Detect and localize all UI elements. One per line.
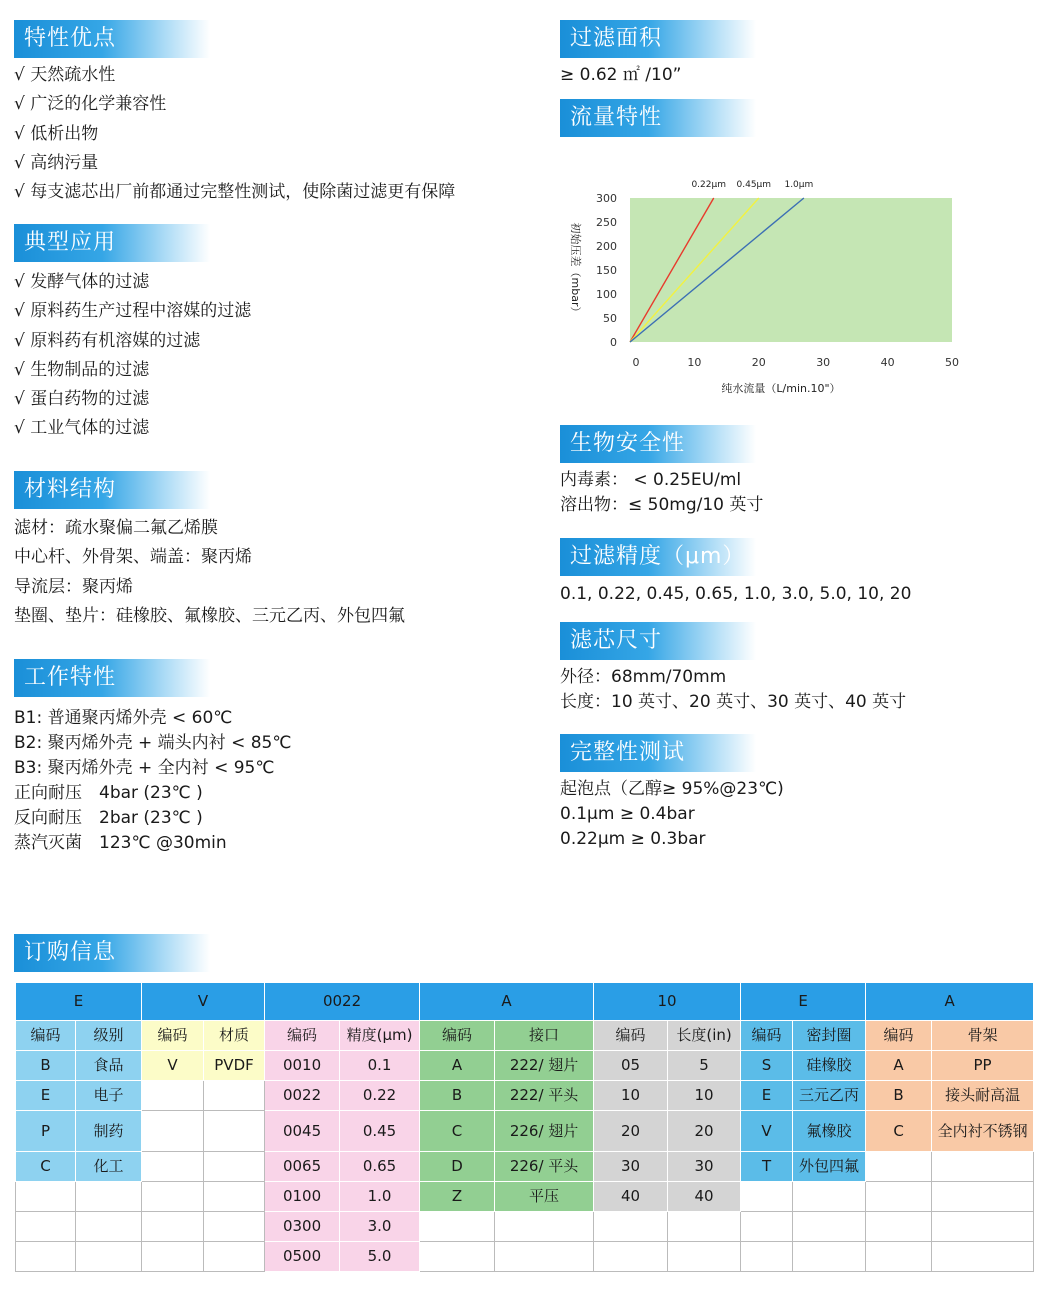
table-cell: 05 bbox=[594, 1051, 668, 1081]
table-cell: 10 bbox=[668, 1081, 741, 1111]
table-cell: T bbox=[741, 1152, 793, 1182]
table-cell: 5.0 bbox=[340, 1242, 420, 1272]
table-cell bbox=[420, 1212, 495, 1242]
list-item: √ 每支滤芯出厂前都通过完整性测试，使除菌过滤更有保障 bbox=[14, 182, 456, 203]
column-header: 编码 bbox=[741, 1021, 793, 1051]
precision-value: 0.1, 0.22, 0.45, 0.65, 1.0, 3.0, 5.0, 10, 20 bbox=[560, 584, 912, 604]
table-cell: 5 bbox=[668, 1051, 741, 1081]
list-item: √ 工业气体的过滤 bbox=[14, 418, 150, 439]
table-cell bbox=[741, 1242, 793, 1272]
list-item: 导流层：聚丙烯 bbox=[14, 576, 133, 597]
table-cell bbox=[741, 1182, 793, 1212]
table-cell bbox=[204, 1081, 265, 1111]
code-segment: E bbox=[16, 983, 142, 1021]
y-tick-label: 0 bbox=[610, 336, 617, 349]
materials-list bbox=[14, 514, 405, 631]
table-cell: PVDF bbox=[204, 1051, 265, 1081]
table-cell bbox=[932, 1242, 1034, 1272]
table-cell: P bbox=[16, 1111, 76, 1152]
table-cell: 外包四氟 bbox=[793, 1152, 866, 1182]
x-tick-label: 10 bbox=[687, 356, 702, 369]
list-item: 0.1μm ≥ 0.4bar bbox=[560, 804, 695, 824]
code-segment: A bbox=[420, 983, 594, 1021]
table-cell: 0045 bbox=[265, 1111, 340, 1152]
table-cell: 3.0 bbox=[340, 1212, 420, 1242]
table-cell bbox=[16, 1212, 76, 1242]
working-header: 工作特性 bbox=[14, 659, 210, 697]
list-item: 正向耐压 4bar (23℃ ) bbox=[14, 783, 203, 803]
table-cell bbox=[793, 1182, 866, 1212]
table-cell: 0100 bbox=[265, 1182, 340, 1212]
y-axis-label: 初始压差（mbar） bbox=[569, 222, 582, 318]
column-header: 级别 bbox=[76, 1021, 142, 1051]
table-cell: C bbox=[16, 1152, 76, 1182]
working-list bbox=[14, 706, 291, 856]
table-cell: V bbox=[741, 1111, 793, 1152]
table-cell bbox=[866, 1182, 932, 1212]
table-cell bbox=[866, 1152, 932, 1182]
table-cell: 1.0 bbox=[340, 1182, 420, 1212]
table-cell bbox=[142, 1111, 204, 1152]
list-item: √ 原料药生产过程中溶媒的过滤 bbox=[14, 301, 252, 322]
list-item: 溶出物：≤ 50mg/10 英寸 bbox=[560, 495, 764, 515]
table-cell: A bbox=[866, 1051, 932, 1081]
list-item: B3: 聚丙烯外壳 + 全内衬 < 95℃ bbox=[14, 758, 275, 778]
biosafety-header: 生物安全性 bbox=[560, 425, 756, 463]
column-header: 编码 bbox=[142, 1021, 204, 1051]
integrity-list bbox=[560, 777, 784, 852]
table-row bbox=[16, 1111, 1034, 1152]
list-item: 外径：68mm/70mm bbox=[560, 667, 727, 687]
table-cell: 食品 bbox=[76, 1051, 142, 1081]
table-cell bbox=[594, 1242, 668, 1272]
table-cell: 接头耐高温 bbox=[932, 1081, 1034, 1111]
table-cell bbox=[142, 1242, 204, 1272]
table-cell: 0065 bbox=[265, 1152, 340, 1182]
table-cell: 226/ 平头 bbox=[495, 1152, 594, 1182]
list-item: 滤材：疏水聚偏二氟乙烯膜 bbox=[14, 518, 218, 538]
y-tick-label: 150 bbox=[596, 264, 617, 277]
table-row bbox=[16, 1242, 1034, 1272]
filter-area-value: ≥ 0.62 ㎡ /10” bbox=[560, 65, 682, 85]
table-cell: V bbox=[142, 1051, 204, 1081]
table-cell bbox=[76, 1182, 142, 1212]
table-cell bbox=[866, 1242, 932, 1272]
table-cell bbox=[420, 1242, 495, 1272]
table-subheader-row bbox=[16, 1021, 1034, 1051]
table-cell bbox=[932, 1182, 1034, 1212]
list-item: √ 蛋白药物的过滤 bbox=[14, 389, 150, 410]
table-cell bbox=[16, 1242, 76, 1272]
table-cell: PP bbox=[932, 1051, 1034, 1081]
column-header: 密封圈 bbox=[793, 1021, 866, 1051]
list-item: √ 生物制品的过滤 bbox=[14, 359, 150, 380]
table-cell bbox=[668, 1212, 741, 1242]
table-cell bbox=[741, 1212, 793, 1242]
flow-chart bbox=[560, 170, 960, 400]
table-cell: E bbox=[16, 1081, 76, 1111]
table-cell bbox=[668, 1242, 741, 1272]
column-header: 材质 bbox=[204, 1021, 265, 1051]
x-tick-label: 40 bbox=[880, 356, 895, 369]
table-cell: C bbox=[420, 1111, 495, 1152]
ordering-header: 订购信息 bbox=[14, 934, 210, 972]
code-segment: E bbox=[741, 983, 866, 1021]
table-cell: 氟橡胶 bbox=[793, 1111, 866, 1152]
table-cell bbox=[495, 1242, 594, 1272]
applications-list bbox=[14, 268, 251, 444]
table-cell: B bbox=[16, 1051, 76, 1081]
filter-area-header: 过滤面积 bbox=[560, 20, 756, 58]
table-cell: 全内衬不锈钢 bbox=[932, 1111, 1034, 1152]
series-label: 0.45μm bbox=[736, 180, 772, 190]
code-segment: 10 bbox=[594, 983, 741, 1021]
table-cell: 222/ 平头 bbox=[495, 1081, 594, 1111]
table-row bbox=[16, 1051, 1034, 1081]
plot-area bbox=[630, 198, 952, 342]
table-cell: 三元乙丙 bbox=[793, 1081, 866, 1111]
list-item: 垫圈、垫片：硅橡胶、氟橡胶、三元乙丙、外包四氟 bbox=[14, 605, 405, 626]
table-cell: B bbox=[866, 1081, 932, 1111]
list-item: √ 天然疏水性 bbox=[14, 65, 116, 85]
series-label: 1.0μm bbox=[784, 180, 814, 190]
x-tick-label: 30 bbox=[816, 356, 831, 369]
table-cell: 226/ 翅片 bbox=[495, 1111, 594, 1152]
flow-header: 流量特性 bbox=[560, 99, 756, 137]
list-item: 长度：10 英寸、20 英寸、30 英寸、40 英寸 bbox=[560, 692, 907, 712]
table-cell bbox=[932, 1212, 1034, 1242]
table-cell bbox=[204, 1182, 265, 1212]
table-cell bbox=[866, 1212, 932, 1242]
table-cell bbox=[495, 1212, 594, 1242]
table-cell: 0500 bbox=[265, 1242, 340, 1272]
column-header: 编码 bbox=[16, 1021, 76, 1051]
table-cell: Z bbox=[420, 1182, 495, 1212]
table-cell: C bbox=[866, 1111, 932, 1152]
y-tick-label: 100 bbox=[596, 288, 617, 301]
table-cell bbox=[932, 1152, 1034, 1182]
table-cell: 硅橡胶 bbox=[793, 1051, 866, 1081]
series-label: 0.22μm bbox=[691, 180, 726, 190]
table-cell bbox=[142, 1081, 204, 1111]
column-header: 接口 bbox=[495, 1021, 594, 1051]
table-cell: S bbox=[741, 1051, 793, 1081]
table-cell bbox=[142, 1152, 204, 1182]
applications-header: 典型应用 bbox=[14, 224, 210, 262]
table-cell: 化工 bbox=[76, 1152, 142, 1182]
column-header: 骨架 bbox=[932, 1021, 1034, 1051]
x-tick-label: 50 bbox=[945, 356, 959, 369]
column-header: 长度(in) bbox=[668, 1021, 741, 1051]
table-cell: 0.45 bbox=[340, 1111, 420, 1152]
list-item: 起泡点（乙醇≥ 95%@23℃) bbox=[560, 779, 784, 799]
list-item: 反向耐压 2bar (23℃ ) bbox=[14, 808, 203, 828]
table-cell: 0010 bbox=[265, 1051, 340, 1081]
y-tick-label: 200 bbox=[596, 240, 617, 253]
code-segment: A bbox=[866, 983, 1034, 1021]
y-tick-label: 250 bbox=[596, 216, 617, 229]
list-item: 中心杆、外骨架、端盖：聚丙烯 bbox=[14, 547, 252, 568]
table-cell: 0022 bbox=[265, 1081, 340, 1111]
list-item: √ 低析出物 bbox=[14, 123, 99, 144]
materials-header: 材料结构 bbox=[14, 471, 210, 509]
precision-header: 过滤精度（μm） bbox=[560, 538, 756, 576]
table-row bbox=[16, 1152, 1034, 1182]
table-header-row bbox=[16, 983, 1034, 1021]
features-list bbox=[14, 61, 455, 207]
table-cell bbox=[204, 1242, 265, 1272]
table-cell bbox=[204, 1111, 265, 1152]
table-cell: 0300 bbox=[265, 1212, 340, 1242]
table-cell: 222/ 翅片 bbox=[495, 1051, 594, 1081]
table-cell: 0.22 bbox=[340, 1081, 420, 1111]
table-cell bbox=[16, 1182, 76, 1212]
table-cell: 40 bbox=[594, 1182, 668, 1212]
list-item: 内毒素： < 0.25EU/ml bbox=[560, 470, 742, 490]
table-cell: D bbox=[420, 1152, 495, 1182]
table-cell bbox=[793, 1212, 866, 1242]
column-header: 精度(μm) bbox=[340, 1021, 420, 1051]
table-cell: 电子 bbox=[76, 1081, 142, 1111]
features-header: 特性优点 bbox=[14, 20, 210, 58]
table-cell: 20 bbox=[594, 1111, 668, 1152]
code-segment: V bbox=[142, 983, 265, 1021]
integrity-header: 完整性测试 bbox=[560, 734, 756, 772]
column-header: 编码 bbox=[265, 1021, 340, 1051]
table-cell: 制药 bbox=[76, 1111, 142, 1152]
y-tick-label: 300 bbox=[596, 192, 617, 205]
list-item: B2: 聚丙烯外壳 + 端头内衬 < 85℃ bbox=[14, 733, 292, 753]
table-cell bbox=[793, 1242, 866, 1272]
table-cell: B bbox=[420, 1081, 495, 1111]
table-cell bbox=[142, 1182, 204, 1212]
list-item: √ 广泛的化学兼容性 bbox=[14, 94, 167, 115]
table-cell bbox=[142, 1212, 204, 1242]
size-header: 滤芯尺寸 bbox=[560, 622, 756, 660]
table-cell bbox=[204, 1152, 265, 1182]
table-cell: 30 bbox=[594, 1152, 668, 1182]
list-item: √ 高纳污量 bbox=[14, 152, 99, 173]
table-row bbox=[16, 1182, 1034, 1212]
table-cell: 30 bbox=[668, 1152, 741, 1182]
x-tick-label: 20 bbox=[751, 356, 766, 369]
table-cell: 20 bbox=[668, 1111, 741, 1152]
code-segment: 0022 bbox=[265, 983, 420, 1021]
list-item: 0.22μm ≥ 0.3bar bbox=[560, 829, 706, 849]
y-tick-label: 50 bbox=[603, 312, 617, 325]
table-cell bbox=[594, 1212, 668, 1242]
list-item: √ 发酵气体的过滤 bbox=[14, 272, 150, 292]
table-cell: 10 bbox=[594, 1081, 668, 1111]
column-header: 编码 bbox=[594, 1021, 668, 1051]
list-item: B1: 普通聚丙烯外壳 < 60℃ bbox=[14, 708, 233, 728]
ordering-table bbox=[15, 982, 1034, 1272]
table-cell bbox=[76, 1242, 142, 1272]
column-header: 编码 bbox=[866, 1021, 932, 1051]
x-tick-label: 0 bbox=[632, 356, 640, 369]
table-cell bbox=[76, 1212, 142, 1242]
table-cell: A bbox=[420, 1051, 495, 1081]
table-cell: E bbox=[741, 1081, 793, 1111]
table-cell: 0.1 bbox=[340, 1051, 420, 1081]
size-list bbox=[560, 665, 906, 715]
table-cell: 40 bbox=[668, 1182, 741, 1212]
table-row bbox=[16, 1212, 1034, 1242]
biosafety-list bbox=[560, 468, 763, 518]
table-cell: 0.65 bbox=[340, 1152, 420, 1182]
list-item: 蒸汽灭菌 123℃ @30min bbox=[14, 833, 227, 853]
x-axis-label: 纯水流量（L/min.10"） bbox=[721, 382, 841, 395]
column-header: 编码 bbox=[420, 1021, 495, 1051]
table-row bbox=[16, 1081, 1034, 1111]
table-cell: 平压 bbox=[495, 1182, 594, 1212]
list-item: √ 原料药有机溶媒的过滤 bbox=[14, 330, 201, 351]
table-cell bbox=[204, 1212, 265, 1242]
